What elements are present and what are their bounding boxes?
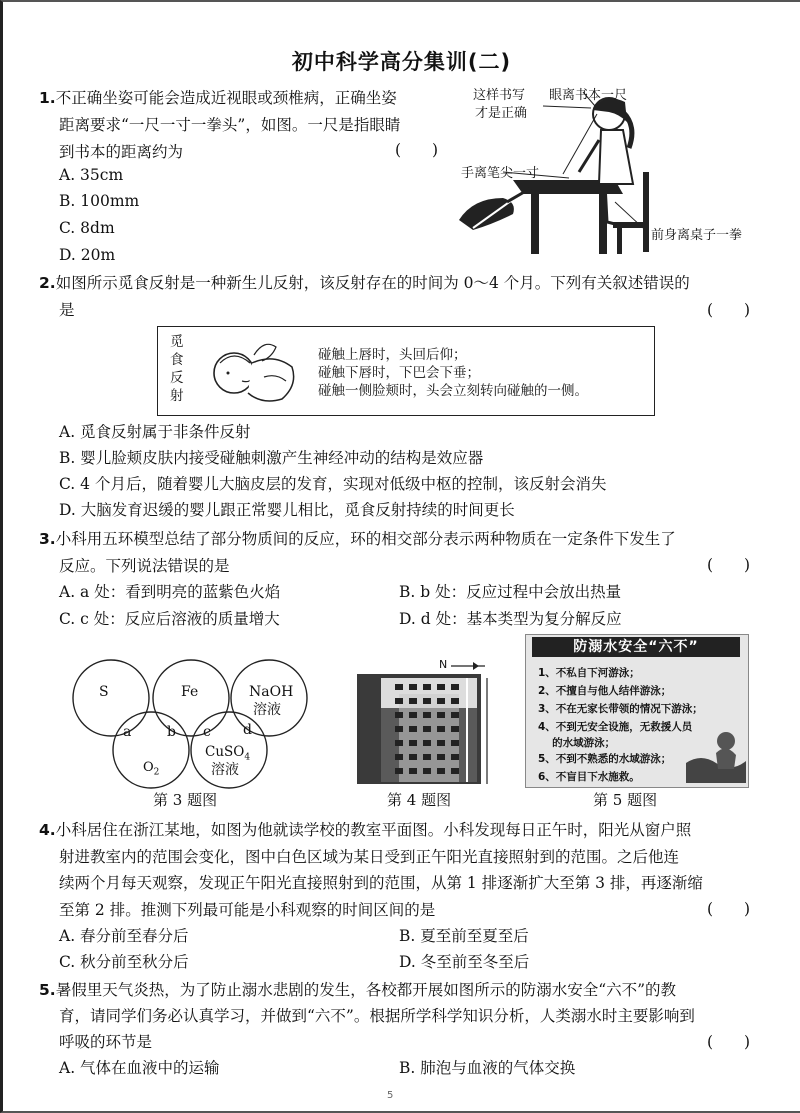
q5-text-1: 暑假里天气炎热，为了防止溺水悲剧的发生，各校都开展如图所示的防溺水安全“六不”的教 [55, 981, 677, 999]
q1-line-3: 到书本的距离约为 [59, 143, 184, 161]
reflex-side-label [170, 333, 184, 405]
drowning-safety-poster [525, 634, 749, 788]
ring-s [73, 660, 149, 736]
q2-line-2: 是 [59, 301, 75, 319]
figure-5-caption: 第 5 题图 [593, 791, 658, 809]
q3-line-2: 反应。下列说法错误的是 [59, 557, 230, 575]
poster-rule-4: 4、不到无安全设施，无救援人员 [538, 721, 693, 733]
cuso4-symbol: CuSO [205, 744, 245, 760]
q4-option-b[interactable]: B. 夏至前至夏至后 [399, 927, 529, 945]
q3-answer-paren[interactable]: ( ) [707, 556, 751, 574]
ring-label-s: S [99, 684, 109, 700]
q1-option-c[interactable]: C. 8dm [59, 219, 115, 237]
q5-line-2: 育，请同学们务必认真学习，并做到“六不”。根据所学科学知识分析，人类溺水时主要影响到 [59, 1007, 695, 1025]
page-title: 初中科学高分集训(二) [291, 50, 512, 74]
poster-title: 防溺水安全“六不” [532, 637, 740, 657]
label-correct-2: 才是正确 [475, 106, 528, 121]
ring-label-fe: Fe [181, 684, 199, 700]
ring-label-d: d [243, 722, 252, 738]
poster-rule-2: 2、不擅自与他人结伴游泳； [538, 685, 672, 697]
cuso4-subscript: 4 [244, 752, 251, 763]
label-hand-distance: 手离笔尖一寸 [461, 166, 540, 181]
q3-text-1: 小科用五环模型总结了部分物质间的反应，环的相交部分表示两种物质在一定条件下发生了 [55, 530, 676, 548]
ring-label-o2 [143, 758, 159, 783]
q2-number: 2. [39, 274, 56, 292]
ring-label-b: b [167, 724, 176, 740]
q3-option-c[interactable]: C. c 处：反应后溶液的质量增大 [59, 610, 280, 628]
poster-water-graphic [686, 713, 746, 783]
q1-answer-paren[interactable]: ( ) [395, 141, 439, 159]
reflex-text-2: 碰触下唇时，下巴会下垂； [318, 365, 480, 381]
q5-option-b[interactable]: B. 肺泡与血液的气体交换 [399, 1059, 576, 1077]
q4-line-3: 续两个月每天观察，发现正午阳光直接照射到的范围，从第 1 排逐渐扩大至第 3 排，再逐渐缩 [59, 874, 703, 892]
poster-rule-3: 3、不在无家长带领的情况下游泳； [538, 703, 703, 715]
label-chest-distance: 前身离桌子一拳 [651, 228, 743, 243]
q2-line-1 [39, 273, 690, 293]
q2-option-d[interactable]: D. 大脑发育迟缓的婴儿跟正常婴儿相比，觅食反射持续的时间更长 [59, 501, 515, 519]
q3-option-b[interactable]: B. b 处：反应过程中会放出热量 [399, 583, 622, 601]
poster-rule-4b: 的水域游泳； [538, 737, 616, 749]
side-char-2: 食 [170, 352, 184, 368]
q2-option-c[interactable]: C. 4 个月后，随着婴儿大脑皮层的发育，实现对低级中枢的控制，该反射会消失 [59, 475, 607, 493]
q5-line-3: 呼吸的环节是 [59, 1033, 153, 1051]
reflex-text-3: 碰触一侧脸颊时，头会立刻转向碰触的一侧。 [318, 383, 588, 399]
q3-option-d[interactable]: D. d 处：基本类型为复分解反应 [399, 610, 622, 628]
q2-option-b[interactable]: B. 婴儿脸颊皮肤内接受碰触刺激产生神经冲动的结构是效应器 [59, 449, 484, 467]
q5-option-a[interactable]: A. 气体在血液中的运输 [59, 1059, 220, 1077]
side-char-4: 射 [170, 388, 184, 404]
q1-option-b[interactable]: B. 100mm [59, 192, 140, 210]
q1-text-1: 不正确坐姿可能会造成近视眼或颈椎病，正确坐姿 [55, 89, 397, 107]
q4-option-d[interactable]: D. 冬至前至冬至后 [399, 953, 530, 971]
q4-option-a[interactable]: A. 春分前至春分后 [59, 927, 189, 945]
q3-number: 3. [39, 530, 56, 548]
ring-label-c: c [203, 724, 211, 740]
q4-number: 4. [39, 821, 56, 839]
poster-rule-5: 5、不到不熟悉的水域游泳； [538, 753, 672, 765]
q2-answer-paren[interactable]: ( ) [707, 301, 751, 319]
five-ring-diagram [67, 654, 307, 794]
q1-number: 1. [39, 89, 56, 107]
q4-line-4: 至第 2 排。推测下列最可能是小科观察的时间区间的是 [59, 901, 436, 919]
poster-rule-6: 6、不盲目下水施救。 [538, 771, 640, 783]
label-correct-1: 这样书写 [473, 88, 526, 103]
q4-answer-paren[interactable]: ( ) [707, 900, 751, 918]
label-eye-distance: 眼离书本一尺 [549, 88, 628, 103]
q5-line-1 [39, 980, 676, 1000]
q4-option-c[interactable]: C. 秋分前至秋分后 [59, 953, 189, 971]
q3-option-a[interactable]: A. a 处：看到明亮的蓝紫色火焰 [59, 583, 281, 601]
poster-rule-1: 1、不私自下河游泳； [538, 667, 640, 679]
page-number: 5 [387, 1090, 394, 1101]
q3-line-1 [39, 529, 676, 549]
ring-label-naoh: NaOH [249, 684, 294, 700]
q4-line-2: 射进教室内的范围会变化，图中白色区域为某日受到正午阳光直接照射到的范围。之后他连 [59, 848, 680, 866]
ring-label-a: a [123, 724, 132, 740]
q1-option-d[interactable]: D. 20m [59, 246, 116, 264]
baby-drawing [202, 333, 312, 413]
q2-text-1: 如图所示觅食反射是一种新生儿反射，该反射存在的时间为 0～4 个月。下列有关叙述错误的 [55, 274, 690, 292]
q2-option-a[interactable]: A. 觅食反射属于非条件反射 [59, 423, 251, 441]
north-marker: N [439, 658, 448, 671]
reflex-text-1: 碰触上唇时，头回后仰； [318, 347, 467, 363]
side-char-1: 觅 [170, 334, 184, 350]
classroom-plan-drawing [349, 658, 489, 788]
q4-text-1: 小科居住在浙江某地，如图为他就读学校的教室平面图。小科发现每日正午时，阳光从窗户照 [55, 821, 692, 839]
side-char-3: 反 [170, 370, 184, 386]
figure-3-caption: 第 3 题图 [153, 791, 218, 809]
ring-label-naoh-solution: 溶液 [253, 702, 281, 718]
q4-line-1 [39, 820, 691, 840]
reflex-figure-box [157, 326, 655, 416]
figure-4-caption: 第 4 题图 [387, 791, 452, 809]
q5-answer-paren[interactable]: ( ) [707, 1033, 751, 1051]
ring-label-cuso4-solution: 溶液 [211, 762, 239, 778]
q1-option-a[interactable]: A. 35cm [59, 166, 124, 184]
o2-symbol: O [143, 760, 154, 775]
o2-subscript: 2 [153, 767, 160, 778]
q5-number: 5. [39, 981, 56, 999]
q1-line-2: 距离要求“一尺一寸一拳头”，如图。一尺是指眼睛 [59, 116, 401, 134]
